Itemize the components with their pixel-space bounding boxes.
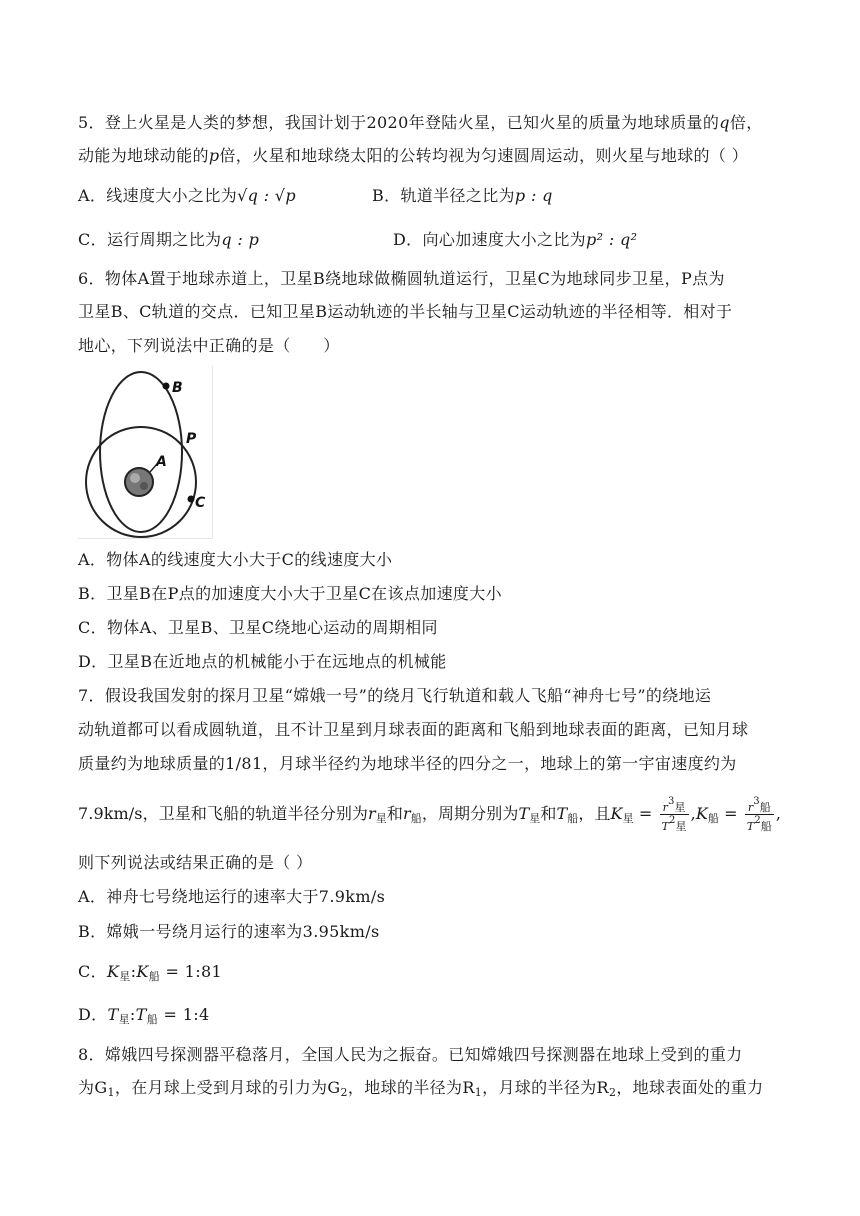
- sub-star: 星: [119, 970, 131, 983]
- q7-text: ，周期分别为: [421, 804, 519, 823]
- q6-line2: 卫星B、C轨道的交点．已知卫星B运动轨迹的半长轴与卫星C运动轨迹的半径相等．相对于: [78, 302, 733, 321]
- sup-2: 2: [754, 815, 761, 826]
- orbit-diagram-svg: [78, 366, 212, 538]
- sub-ship: 船: [148, 970, 161, 983]
- label-c: C: [195, 495, 206, 511]
- fraction-k-star: [660, 796, 689, 833]
- sub-1: 1: [474, 1086, 483, 1099]
- q8-line2: [78, 1077, 763, 1104]
- ratio-colon: :: [130, 962, 137, 981]
- earth-texture: [130, 473, 140, 483]
- sup-3: 3: [753, 796, 760, 807]
- q7-option-b[interactable]: B．嫦娥一号绕月运行的速率为3.95km/s: [78, 922, 380, 941]
- sup-3: 3: [668, 796, 675, 807]
- comma: ,: [775, 804, 782, 823]
- q5-option-a[interactable]: [78, 185, 296, 207]
- sub-ship: 船: [146, 1013, 159, 1026]
- math-r: r: [747, 801, 754, 814]
- option-label: C．运行周期之比为: [78, 230, 222, 249]
- sub-ship: 船: [707, 812, 719, 825]
- earth: [125, 468, 153, 496]
- q8-text: ，在月球上受到月球的引力为G: [114, 1078, 341, 1097]
- q7-text: 和: [386, 804, 403, 823]
- ratio-colon: :: [129, 1005, 136, 1024]
- q8-text: 为G: [78, 1078, 108, 1097]
- sub-star: 星: [674, 801, 686, 814]
- math-k: K: [106, 962, 120, 981]
- q5-option-b[interactable]: [372, 185, 553, 207]
- option-label: D．向心加速度大小之比为: [393, 230, 587, 249]
- q7-line2: 动轨道都可以看成圆轨道，且不计卫星到月球表面的距离和飞船到地球表面的距离，已知月球: [78, 720, 749, 739]
- math-t: T: [746, 820, 755, 833]
- option-label: A．线速度大小之比为: [78, 186, 238, 205]
- q7-line5: 则下列说法或结果正确的是（ ）: [78, 853, 313, 872]
- q6-option-a[interactable]: A．物体A的线速度大小大于C的线速度大小: [78, 550, 393, 569]
- sub-ship: 船: [410, 812, 422, 825]
- math-r: r: [402, 804, 411, 823]
- sub-star: 星: [375, 812, 387, 825]
- earth-texture: [140, 482, 148, 490]
- q7-line4: [78, 796, 781, 833]
- option-math: p² : q²: [586, 230, 638, 249]
- q5-line2: [78, 145, 748, 167]
- sub-star: 星: [118, 1013, 130, 1026]
- option-value: = 1:81: [165, 962, 223, 981]
- ellipse-orbit-b: [100, 372, 182, 532]
- option-value: = 1:4: [163, 1005, 210, 1024]
- satellite-b-dot: [163, 383, 170, 390]
- q7-line1: 7．假设我国发射的探月卫星“嫦娥一号”的绕月飞行轨道和载人飞船“神舟七号”的绕地运: [78, 686, 712, 705]
- math-eq: =: [638, 804, 653, 823]
- math-r: r: [368, 804, 376, 823]
- math-k: K: [695, 804, 708, 823]
- math-t: T: [556, 804, 568, 823]
- q7-option-c[interactable]: [78, 961, 222, 988]
- math-t: T: [661, 820, 670, 833]
- option-math: q : p: [221, 230, 260, 249]
- q8-text: ，月球的半径为R: [482, 1078, 609, 1097]
- sub-ship: 船: [759, 801, 771, 814]
- option-label: C．: [78, 962, 107, 981]
- option-math: √q : √p: [237, 186, 296, 205]
- q5-text: 倍，火星和地球绕太阳的公转均视为匀速圆周运动，则火星与地球的（ ）: [219, 146, 749, 165]
- q7-text: 和: [540, 804, 557, 823]
- math-k: K: [136, 962, 149, 981]
- q6-line1: 6．物体A置于地球赤道上，卫星B绕地球做椭圆轨道运行，卫星C为地球同步卫星，P点为: [78, 269, 725, 288]
- q7-text: ，且: [578, 804, 611, 823]
- q8-text: ，地球的半径为R: [347, 1078, 475, 1097]
- q7-option-a[interactable]: A．神舟七号绕地运行的速率大于7.9km/s: [78, 887, 386, 906]
- q6-option-c[interactable]: C．物体A、卫星B、卫星C绕地心运动的周期相同: [78, 618, 438, 637]
- label-b: B: [172, 380, 183, 396]
- q5-text: 5．登上火星是人类的梦想，我国计划于2020年登陆火星，已知火星的质量为地球质量的: [78, 113, 720, 132]
- q6-option-d[interactable]: D．卫星B在近地点的机械能小于在远地点的机械能: [78, 652, 447, 671]
- label-p: P: [186, 431, 197, 447]
- q5-text: 动能为地球动能的: [78, 146, 209, 165]
- sub-ship: 船: [567, 812, 579, 825]
- sub-star: 星: [675, 820, 687, 833]
- math-t: T: [518, 804, 530, 823]
- q8-line1: 8．嫦娥四号探测器平稳落月，全国人民为之振奋。已知嫦娥四号探测器在地球上受到的重力: [78, 1045, 743, 1064]
- sub-star: 星: [529, 812, 541, 825]
- sub-2: 2: [608, 1086, 617, 1099]
- satellite-c-dot: [188, 496, 195, 503]
- q5-option-d[interactable]: [393, 229, 637, 251]
- option-label: B．轨道半径之比为: [372, 186, 515, 205]
- q7-option-d[interactable]: [78, 1004, 210, 1031]
- q5-line1: [78, 112, 763, 134]
- q6-option-b[interactable]: B．卫星B在P点的加速度大小大于卫星C在该点加速度大小: [78, 584, 502, 603]
- math-t: T: [107, 1005, 119, 1024]
- q6-line3: 地心，下列说法中正确的是（ ）: [78, 336, 340, 355]
- q7-text: 7.9km/s，卫星和飞船的轨道半径分别为: [78, 804, 369, 823]
- sub-ship: 船: [760, 820, 772, 833]
- comma: ,: [690, 804, 696, 823]
- q8-text: ，地球表面处的重力: [616, 1078, 764, 1097]
- math-r: r: [662, 801, 668, 814]
- q5-p-var: p: [208, 146, 220, 165]
- q5-q-var: q: [719, 113, 730, 132]
- option-label: D．: [78, 1005, 108, 1024]
- label-a: A: [156, 454, 167, 470]
- orbit-diagram: [78, 366, 213, 539]
- math-t: T: [135, 1005, 147, 1024]
- q5-text-end: 倍，: [729, 113, 763, 132]
- q7-line3: 质量约为地球质量的1/81，月球半径约为地球半径的四分之一，地球上的第一宇宙速度约为: [78, 754, 737, 773]
- option-math: p : q: [514, 186, 553, 205]
- q5-option-c[interactable]: [78, 229, 259, 251]
- sub-2: 2: [340, 1086, 348, 1099]
- fraction-k-ship: [745, 796, 774, 833]
- sup-2: 2: [669, 815, 676, 826]
- sub-star: 星: [622, 812, 634, 825]
- sub-1: 1: [107, 1086, 115, 1099]
- math-k: K: [610, 804, 623, 823]
- math-eq: =: [724, 804, 738, 823]
